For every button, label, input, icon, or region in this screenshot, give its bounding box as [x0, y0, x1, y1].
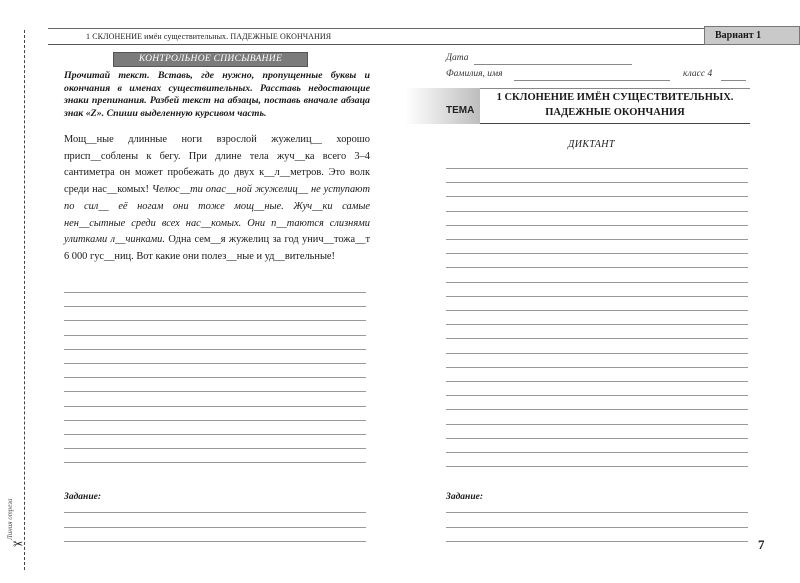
writing-line[interactable]	[446, 367, 748, 368]
writing-line[interactable]	[446, 424, 748, 425]
writing-line[interactable]	[64, 448, 366, 449]
writing-line[interactable]	[64, 306, 366, 307]
writing-line[interactable]	[64, 527, 366, 528]
writing-line[interactable]	[64, 349, 366, 350]
theme-title-line-2: ПАДЕЖНЫЕ ОКОНЧАНИЯ	[545, 106, 685, 118]
writing-line[interactable]	[446, 296, 748, 297]
cut-line-label: Линия отреза	[6, 498, 14, 540]
writing-line[interactable]	[446, 466, 748, 467]
writing-line[interactable]	[446, 253, 748, 254]
writing-line[interactable]	[446, 168, 748, 169]
left-assignment-label: Задание:	[64, 492, 101, 502]
variant-badge: Вариант 1	[704, 26, 800, 45]
date-field[interactable]	[474, 64, 632, 65]
writing-line[interactable]	[446, 211, 748, 212]
writing-line[interactable]	[446, 338, 748, 339]
writing-line[interactable]	[64, 363, 366, 364]
writing-line[interactable]	[446, 438, 748, 439]
writing-line[interactable]	[64, 320, 366, 321]
writing-line[interactable]	[446, 324, 748, 325]
writing-line[interactable]	[446, 239, 748, 240]
writing-line[interactable]	[446, 527, 748, 528]
writing-line[interactable]	[446, 541, 748, 542]
writing-line[interactable]	[446, 182, 748, 183]
writing-line[interactable]	[64, 406, 366, 407]
copy-text-regular-2: Одна сем__я жужелиц за год унич__тожа__т 6 000 гус__ниц. Вот какие они полез__ные и уд__вительные!	[64, 234, 371, 262]
writing-line[interactable]	[446, 353, 748, 354]
class-field[interactable]	[721, 80, 746, 81]
writing-line[interactable]	[64, 335, 366, 336]
writing-line[interactable]	[64, 292, 366, 293]
task-instructions: Прочитай текст. Вставь, где нужно, пропущенные буквы и окончания в именах существительных. Расставь недостающие знаки препинания. Разбей текст на абзацы, поставь вначале абзаца знак «Z». Спиши выделенную курсивом часть.	[64, 70, 370, 119]
writing-line[interactable]	[446, 267, 748, 268]
header-title: 1 СКЛОНЕНИЕ имён существительных. ПАДЕЖНЫЕ ОКОНЧАНИЯ	[86, 32, 332, 41]
dictation-title: ДИКТАНТ	[568, 139, 615, 150]
writing-line[interactable]	[446, 452, 748, 453]
writing-line[interactable]	[64, 420, 366, 421]
theme-title-line-1: 1 СКЛОНЕНИЕ ИМЁН СУЩЕСТВИТЕЛЬНЫХ.	[496, 92, 734, 103]
class-label: класс 4	[683, 69, 713, 79]
theme-title	[484, 91, 746, 120]
name-field[interactable]	[514, 80, 670, 81]
writing-line[interactable]	[446, 512, 748, 513]
writing-line[interactable]	[64, 377, 366, 378]
writing-line[interactable]	[446, 196, 748, 197]
writing-line[interactable]	[64, 391, 366, 392]
section-label: КОНТРОЛЬНОЕ СПИСЫВАНИЕ	[113, 52, 308, 67]
writing-line[interactable]	[446, 409, 748, 410]
date-label: Дата	[446, 53, 469, 63]
theme-tab-label: ТЕМА	[446, 105, 475, 116]
copy-text-italic: Челюс__ти опас__ной жужелиц__ не уступают по сил__ её ногам они тоже мощ__ные. Жуч__ки самые нен__сытные среди всех нас__комых. Они п__таются слизнями улитками л__чинками.	[64, 184, 370, 246]
copy-text	[64, 132, 370, 266]
page-number: 7	[758, 537, 765, 552]
writing-line[interactable]	[446, 310, 748, 311]
writing-line[interactable]	[64, 541, 366, 542]
scissors-icon: ✂	[13, 537, 24, 551]
writing-line[interactable]	[446, 381, 748, 382]
writing-line[interactable]	[446, 282, 748, 283]
writing-line[interactable]	[64, 512, 366, 513]
copy-text-regular-1: Мощ__ные длинные ноги взрослой жужелиц__ хорошо присп__соблены к бегу. При длине тела жуч__ка всего 3–4 сантиметра он может пробежать до двух к__л__метров. Это волк среди нас__комых!	[64, 134, 370, 196]
right-assignment-label: Задание:	[446, 492, 483, 502]
cut-line	[24, 30, 25, 570]
writing-line[interactable]	[446, 225, 748, 226]
writing-line[interactable]	[64, 434, 366, 435]
name-label: Фамилия, имя	[446, 69, 503, 79]
writing-line[interactable]	[446, 395, 748, 396]
writing-line[interactable]	[64, 462, 366, 463]
